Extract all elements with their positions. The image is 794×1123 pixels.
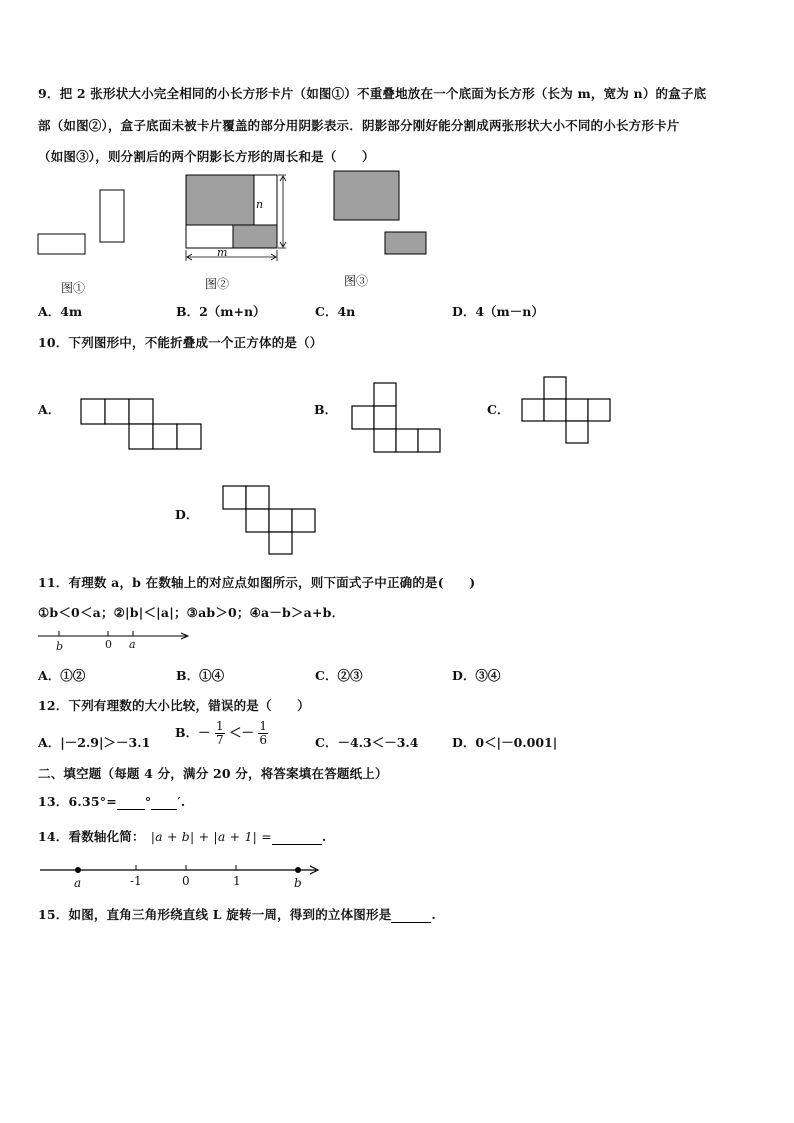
fig1-label: 图① (61, 281, 86, 295)
q15-blank[interactable] (391, 907, 431, 923)
q14-axis-b: b (294, 876, 302, 890)
fig2-label: 图② (205, 277, 230, 291)
n-label: n (256, 198, 264, 211)
net-d (222, 485, 320, 555)
q14-blank[interactable] (272, 829, 322, 845)
q13-blank-degrees[interactable] (117, 794, 145, 810)
shade-piece-large (334, 171, 399, 220)
fraction-one-sixth: $\frac{1}{6}$ (259, 719, 267, 747)
q11-option-a: A．①② (38, 668, 86, 683)
net-c (520, 376, 614, 444)
q9-line1: 9．把 2 张形状大小完全相同的小长方形卡片（如图①）不重叠地放在一个底面为长方形（长为 m，宽为 n）的盒子底 (38, 86, 707, 101)
shade-large (186, 175, 254, 225)
q14-axis-zero: 0 (182, 874, 190, 888)
shade-small (233, 225, 277, 248)
fig3-label: 图③ (344, 274, 369, 288)
q11-axis-zero: 0 (105, 638, 112, 651)
q14-expression: |a + b| + |a + 1| = (150, 829, 272, 844)
q12-stem: 12．下列有理数的大小比较，错误的是（ ） (38, 698, 310, 713)
q9-line3: （如图③），则分割后的两个阴影长方形的周长和是（ ） (38, 149, 375, 164)
q13: 13．6.35°= ° ′. (38, 794, 186, 809)
q9-line2: 部（如图②），盒子底面未被卡片覆盖的部分用阴影表示．阴影部分刚好能分割成两张形状大小不同的小长方形卡片 (38, 118, 680, 133)
q15: 15．如图，直角三角形绕直线 L 旋转一周，得到的立体图形是 . (38, 907, 436, 922)
q11-option-b: B．①④ (176, 668, 225, 683)
q12-option-a: A．|－2.9|＞－3.1 (38, 735, 151, 750)
card-vertical (100, 190, 124, 242)
q10-label-d: D． (175, 507, 199, 522)
q11-option-c: C．②③ (315, 668, 363, 683)
q11-axis-a: a (129, 638, 136, 651)
q10-label-a: A． (38, 402, 61, 417)
q9-option-a: A．4m (38, 304, 83, 319)
q11-stem: 11．有理数 a，b 在数轴上的对应点如图所示，则下面式子中正确的是( ) (38, 575, 476, 590)
shade-piece-small (385, 232, 426, 254)
q14-axis-minus-one: -1 (130, 874, 142, 888)
section-2-heading: 二、填空题（每题 4 分，满分 20 分，将答案填在答题纸上） (38, 766, 388, 781)
q9-figure (34, 168, 434, 296)
q12-option-c: C．－4.3＜－3.4 (315, 735, 419, 750)
m-label: m (217, 246, 228, 259)
q9-option-d: D．4（m－n） (452, 304, 544, 319)
q11-axis-b: b (56, 640, 64, 653)
q9-option-b: B．2（m+n） (176, 304, 266, 319)
q10-label-c: C． (487, 402, 510, 417)
q11-option-d: D．③④ (452, 668, 501, 683)
q9-option-c: C．4n (315, 304, 356, 319)
q11-statements: ①b＜0＜a；②|b|＜|a|；③ab＞0；④a－b＞a+b． (38, 605, 345, 620)
q14-axis-one: 1 (233, 874, 241, 888)
fraction-one-seventh: $\frac{1}{7}$ (215, 719, 224, 747)
q13-blank-minutes[interactable] (151, 794, 177, 810)
q10-label-b: B． (314, 402, 338, 417)
q12-option-b: B．－ $\frac{1}{7}$ ＜－ $\frac{1}{6}$ (175, 719, 267, 747)
q12-option-d: D．0＜|－0.001| (452, 735, 558, 750)
q14-axis-a: a (74, 876, 82, 890)
card-in-box-horizontal (186, 225, 233, 248)
q14: 14．看数轴化简： |a + b| + |a + 1| = . (38, 829, 327, 844)
q10-stem: 10．下列图形中，不能折叠成一个正方体的是（） (38, 335, 323, 350)
card-horizontal (38, 234, 85, 254)
net-a (80, 398, 206, 452)
net-b (350, 382, 442, 454)
